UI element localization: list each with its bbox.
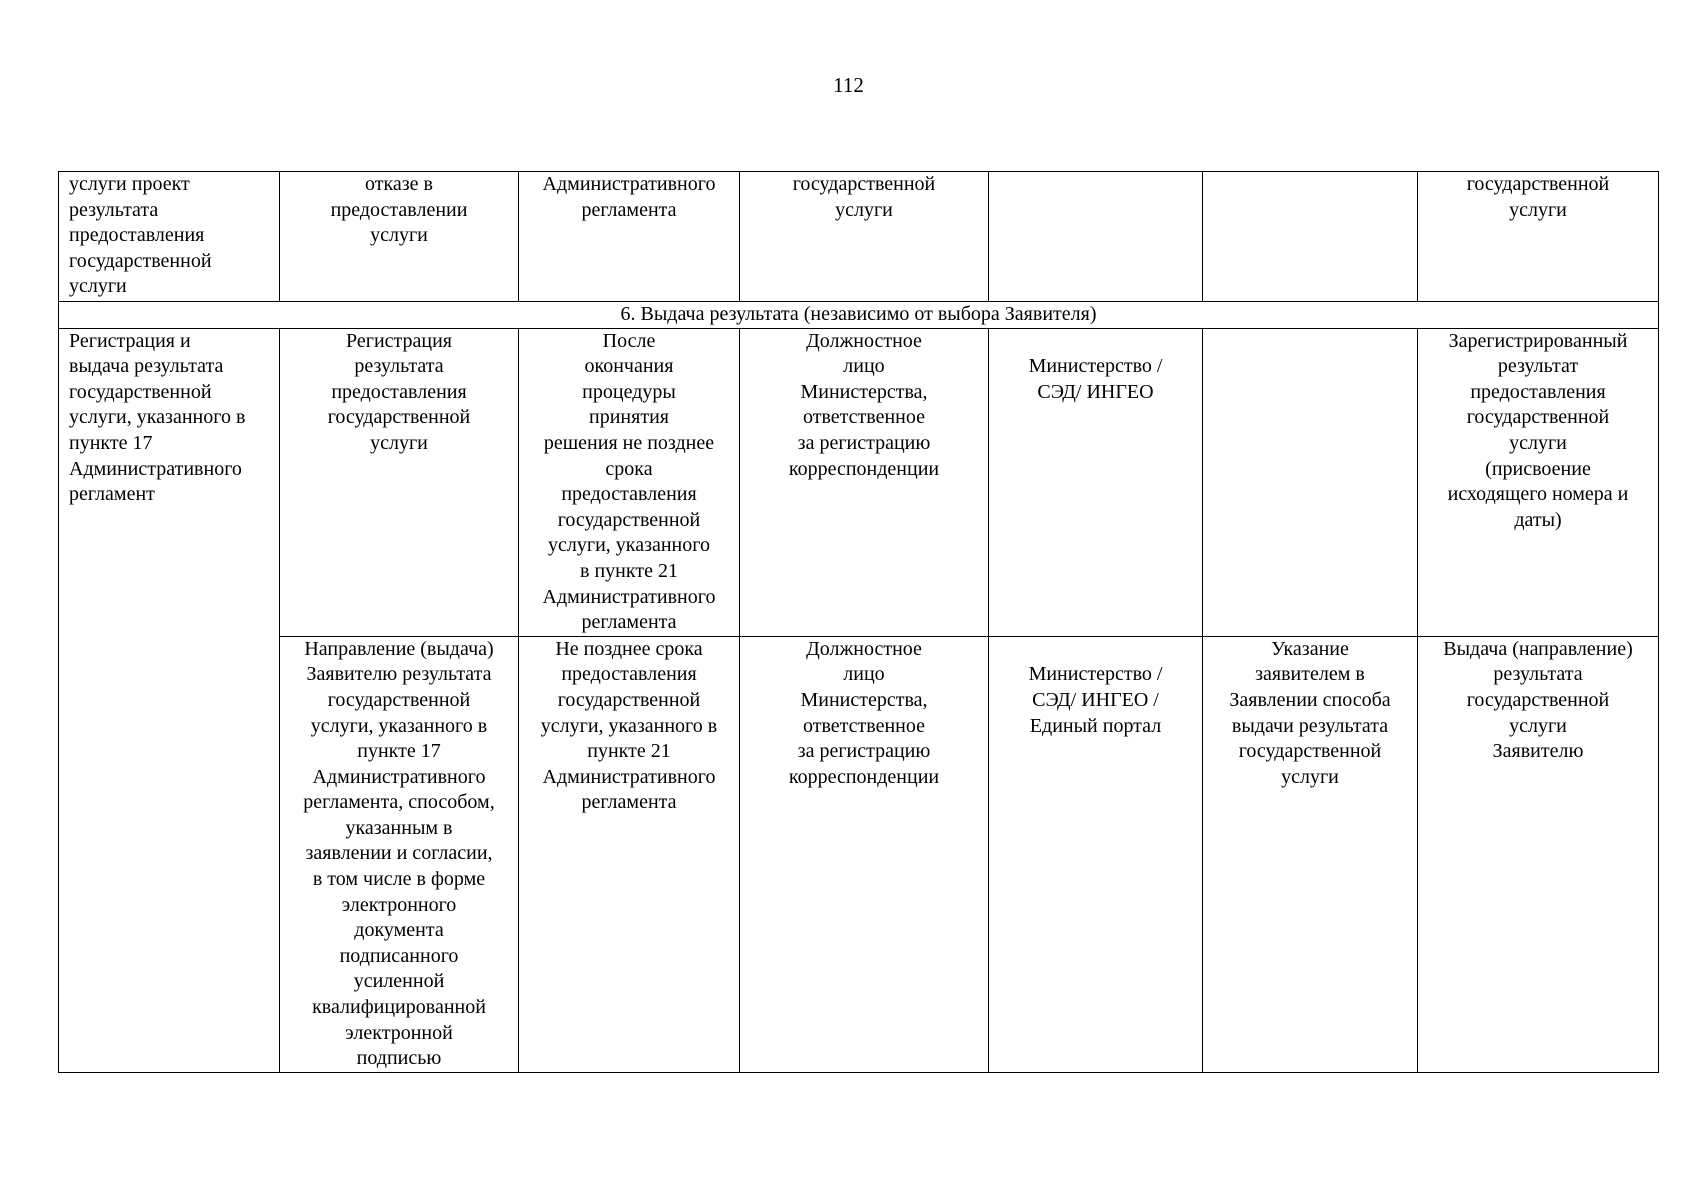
cell-system-continued	[989, 172, 1203, 302]
cell-criteria-delivery: Указание заявителем в Заявлении способа выдачи результата государственной услуги	[1203, 636, 1418, 1072]
cell-procedure-registration: Регистрация и выдача результата государственной услуги, указанного в пункте 17 Административного регламент	[59, 328, 280, 1072]
cell-criteria-registration	[1203, 328, 1418, 636]
cell-deadline-continued: Административного регламента	[519, 172, 740, 302]
cell-responsible-continued: государственной услуги	[740, 172, 989, 302]
page-number: 112	[833, 73, 864, 97]
cell-action-continued: отказе в предоставлении услуги	[280, 172, 519, 302]
cell-result-delivery: Выдача (направление) результата государственной услуги Заявителю	[1418, 636, 1659, 1072]
cell-responsible-delivery: Должностное лицо Министерства, ответственное за регистрацию корреспонденции	[740, 636, 989, 1072]
cell-action-delivery: Направление (выдача) Заявителю результата государственной услуги, указанного в пункте 17 Административного регламента, способом, указанным в заявлении и согласии, в том числе в форме электронного документа подписанного усиленной квалифицированной электронной подписью	[280, 636, 519, 1072]
section-title: 6. Выдача результата (независимо от выбора Заявителя)	[59, 302, 1659, 329]
table-row-registration	[59, 328, 1659, 636]
cell-system-registration: Министерство / СЭД/ ИНГЕО	[989, 328, 1203, 636]
cell-procedure-continued: услуги проект результата предоставления государственной услуги	[59, 172, 280, 302]
cell-deadline-registration: После окончания процедуры принятия решения не позднее срока предоставления государственной услуги, указанного в пункте 21 Административного регламента	[519, 328, 740, 636]
cell-responsible-registration: Должностное лицо Министерства, ответственное за регистрацию корреспонденции	[740, 328, 989, 636]
table-row-continuation	[59, 172, 1659, 302]
cell-result-registration: Зарегистрированный результат предоставления государственной услуги (присвоение исходящего номера и даты)	[1418, 328, 1659, 636]
table-section-row	[59, 302, 1659, 329]
table-row-delivery	[59, 636, 1659, 1072]
cell-criteria-continued	[1203, 172, 1418, 302]
cell-action-registration: Регистрация результата предоставления государственной услуги	[280, 328, 519, 636]
cell-result-continued: государственной услуги	[1418, 172, 1659, 302]
cell-system-delivery: Министерство / СЭД/ ИНГЕО / Единый портал	[989, 636, 1203, 1072]
cell-deadline-delivery: Не позднее срока предоставления государственной услуги, указанного в пункте 21 Административного регламента	[519, 636, 740, 1072]
procedure-table	[58, 171, 1659, 1073]
